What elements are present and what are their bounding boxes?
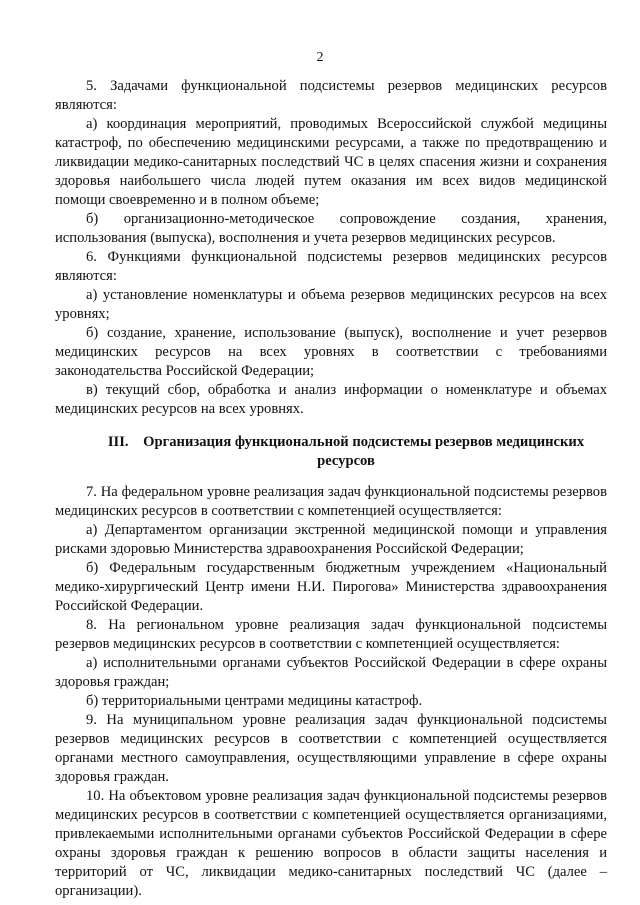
paragraph-10: 10. На объектовом уровне реализация задач функциональной подсистемы резервов медицинских ресурсов в соответствии с компетенцией осуществляется организациями, привлекаемыми исполнительными органами субъектов Российской Федерации в сфере охраны здоровья граждан к решению вопросов в области защиты населения и территорий от ЧС, ликвидации медико-санитарных последствий ЧС (далее – организации). [55,788,607,899]
paragraph-5b: б) организационно-методическое сопровождение создания, хранения, использования (выпуска), восполнения и учета резервов медицинских ресурсов. [55,211,607,246]
paragraph-8b: б) территориальными центрами медицины катастроф. [86,693,423,709]
section-heading [55,433,607,471]
paragraph-8: 8. На региональном уровне реализация задач функциональной подсистемы резервов медицинских ресурсов в соответствии с компетенцией осуществляется: [55,617,607,652]
paragraph-5: 5. Задачами функциональной подсистемы резервов медицинских ресурсов являются: [55,78,607,113]
paragraph-6a: а) установление номенклатуры и объема резервов медицинских ресурсов на всех уровнях; [55,287,607,322]
page-number: 2 [316,50,324,65]
paragraph-6: 6. Функциями функциональной подсистемы резервов медицинских ресурсов являются: [55,249,607,284]
paragraph-9: 9. На муниципальном уровне реализация задач функциональной подсистемы резервов медицинских ресурсов в соответствии с компетенцией осуществляется органами местного самоуправления, осуществляющими управление в сфере охраны здоровья граждан. [55,712,607,785]
paragraph-5a: а) координация мероприятий, проводимых Всероссийской службой медицины катастроф, по обеспечению медицинскими ресурсами, а также по предотвращению и ликвидации медико-санитарных последствий ЧС в целях спасения жизни и сохранения здоровья наибольшего числа людей путем оказания им всех видов медицинской помощи своевременно и в полном объеме; [55,116,607,208]
section-title: Организация функциональной подсистемы резервов медицинских ресурсов [143,434,585,469]
paragraph-6v: в) текущий сбор, обработка и анализ информации о номенклатуре и объемах медицинских ресурсов на всех уровнях. [55,382,607,417]
paragraph-7: 7. На федеральном уровне реализация задач функциональной подсистемы резервов медицинских ресурсов в соответствии с компетенцией осуществляется: [55,484,607,519]
paragraph-7b: б) Федеральным государственным бюджетным учреждением «Национальный медико-хирургический Центр имени Н.И. Пирогова» Министерства здравоохранения Российской Федерации. [55,560,607,614]
paragraph-7a: а) Департаментом организации экстренной медицинской помощи и управления рисками здоровью Министерства здравоохранения Российской Федерации; [55,522,607,557]
paragraph-8a: а) исполнительными органами субъектов Российской Федерации в сфере охраны здоровья граждан; [55,655,607,690]
document-body [55,77,607,901]
paragraph-6b: б) создание, хранение, использование (выпуск), восполнение и учет резервов медицинских ресурсов на всех уровнях в соответствии с требованиями законодательства Российской Федерации; [55,325,607,379]
section-number: III. [107,434,129,450]
